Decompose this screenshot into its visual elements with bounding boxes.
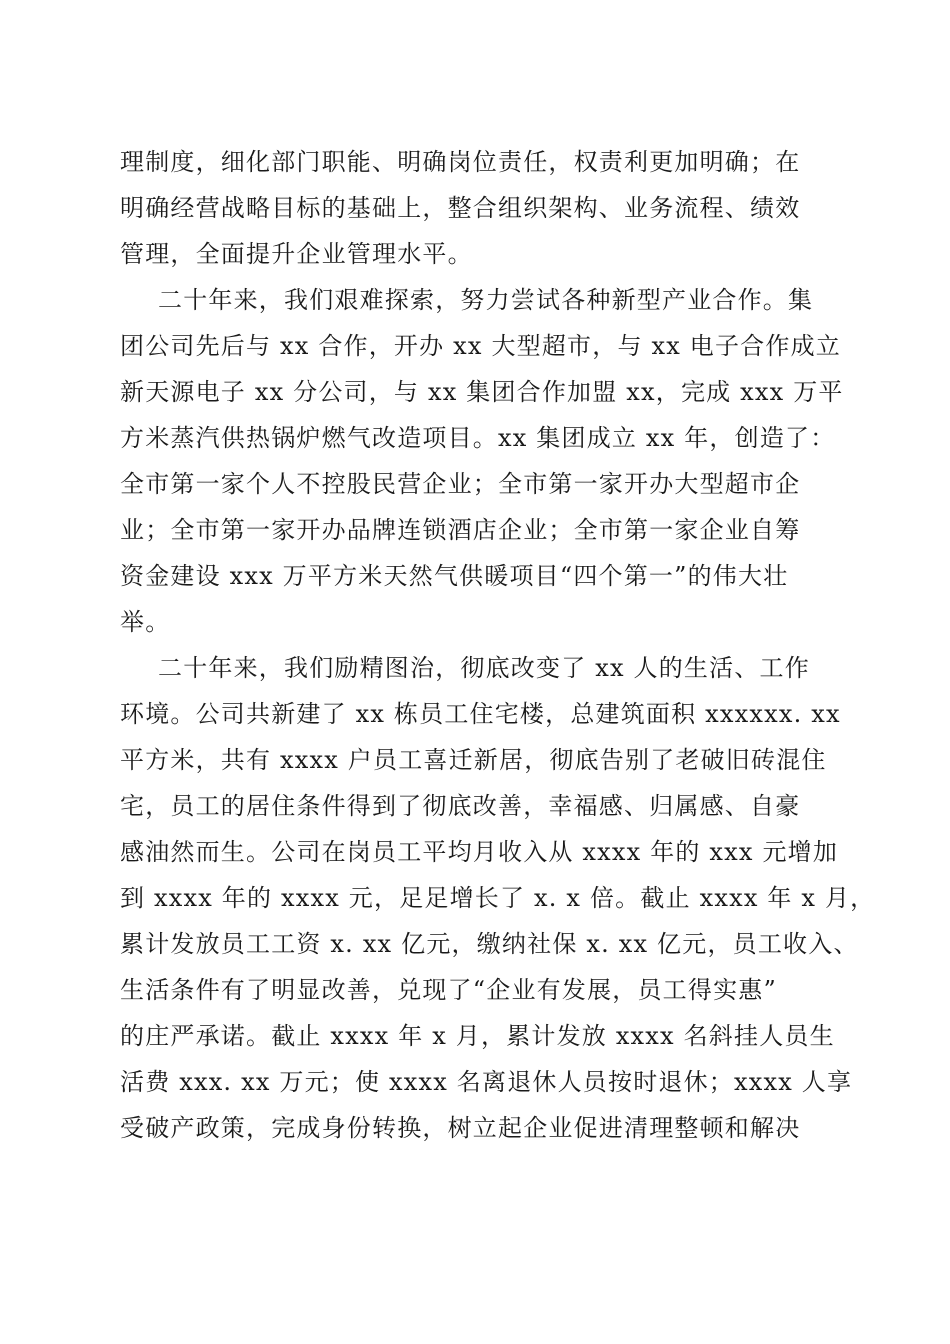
paragraph-line: 感油然而生。公司在岗员工平均月收入从 xxxx 年的 xxx 元增加: [120, 838, 839, 866]
paragraph-line: 明确经营战略目标的基础上，整合组织架构、业务流程、绩效: [120, 194, 801, 222]
paragraph-line: 管理，全面提升企业管理水平。: [120, 240, 473, 268]
paragraph-line: 全市第一家个人不控股民营企业；全市第一家开办大型超市企: [120, 470, 801, 498]
paragraph-line: 的庄严承诺。截止 xxxx 年 x 月，累计发放 xxxx 名斜挂人员生: [120, 1022, 835, 1050]
paragraph-line: 活费 xxx. xx 万元；使 xxxx 名离退休人员按时退休；xxxx 人享: [120, 1068, 853, 1096]
paragraph-line: 理制度，细化部门职能、明确岗位责任，权责利更加明确；在: [120, 148, 801, 176]
paragraph-line: 方米蒸汽供热锅炉燃气改造项目。xx 集团成立 xx 年，创造了：: [120, 424, 836, 452]
paragraph-line: 二十年来，我们励精图治，彻底改变了 xx 人的生活、工作: [158, 654, 810, 682]
paragraph-line: 受破产政策，完成身份转换，树立起企业促进清理整顿和解决: [120, 1114, 801, 1142]
paragraph-line: 累计发放员工工资 x. xx 亿元，缴纳社保 x. xx 亿元，员工收入、: [120, 930, 859, 958]
paragraph-line: 到 xxxx 年的 xxxx 元，足足增长了 x. x 倍。截止 xxxx 年 x 月，: [120, 884, 876, 912]
paragraph-line: 平方米，共有 xxxx 户员工喜迁新居，彻底告别了老破旧砖混住: [120, 746, 827, 774]
paragraph-line: 宅，员工的居住条件得到了彻底改善，幸福感、归属感、自豪: [120, 792, 801, 820]
paragraph-line: 业；全市第一家开办品牌连锁酒店企业；全市第一家企业自筹: [120, 516, 801, 544]
paragraph-line: 二十年来，我们艰难探索，努力尝试各种新型产业合作。集: [158, 286, 814, 314]
paragraph-line: 团公司先后与 xx 合作，开办 xx 大型超市，与 xx 电子合作成立: [120, 332, 841, 360]
paragraph-line: 新天源电子 xx 分公司，与 xx 集团合作加盟 xx，完成 xxx 万平: [120, 378, 844, 406]
paragraph-line: 举。: [120, 608, 171, 636]
paragraph-line: 生活条件有了明显改善，兑现了“企业有发展，员工得实惠”: [120, 976, 777, 1004]
paragraph-line: 资金建设 xxx 万平方米天然气供暖项目“四个第一”的伟大壮: [120, 562, 789, 590]
paragraph-line: 环境。公司共新建了 xx 栋员工住宅楼，总建筑面积 xxxxxx. xx: [120, 700, 841, 728]
